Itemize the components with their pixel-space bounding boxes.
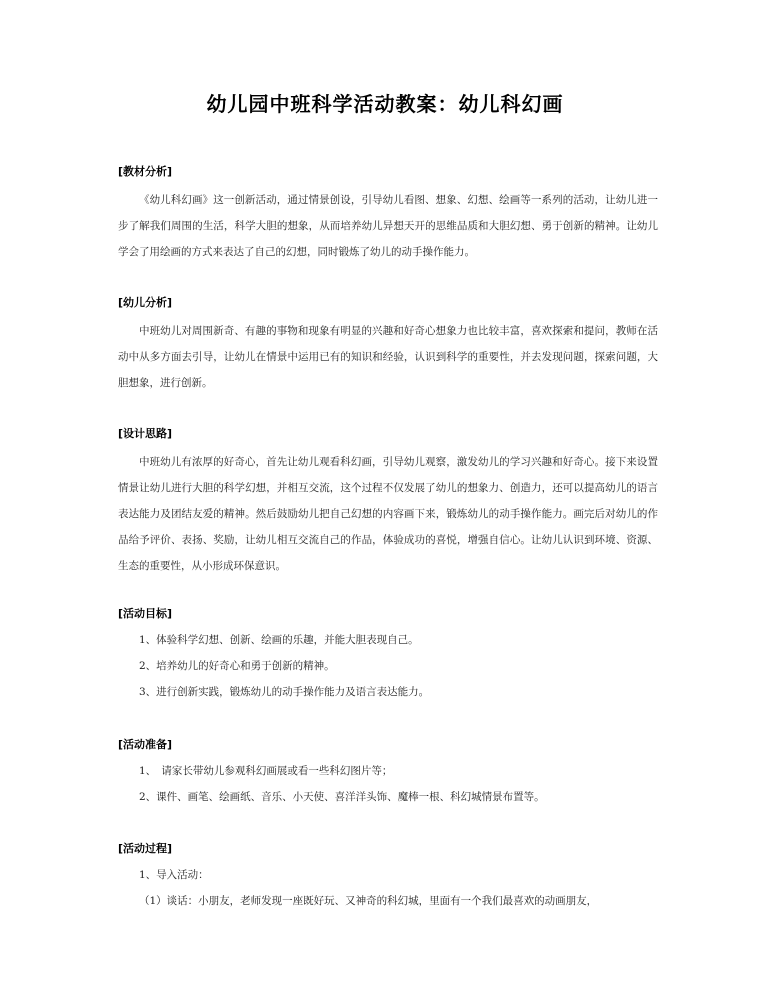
list-item: 1、导入活动： <box>139 869 209 881</box>
section-paragraph: 中班幼儿对周围新奇、有趣的事物和现象有明显的兴趣和好奇心想象力也比较丰富，喜欢探索和提问，教师在活动中从多方面去引导，让幼儿在情景中运用已有的知识和经验，认识到科学的重要性，并去发现问题，探索问题，大胆想象，进行创新。 <box>118 325 658 389</box>
page-title: 幼儿园中班科学活动教案：幼儿科幻画 <box>206 92 564 116</box>
list-item: 3、进行创新实践，锻炼幼儿的动手操作能力及语言表达能力。 <box>139 686 430 698</box>
section-paragraph: 《幼儿科幻画》这一创新活动，通过情景创设，引导幼儿看图、想象、幻想、绘画等一系列的活动，让幼儿进一步了解我们周围的生活，科学大胆的想象，从而培养幼儿异想天开的思维品质和大胆幻想、勇于创新的精神。让幼儿学会了用绘画的方式来表达了自己的幻想，同时锻炼了幼儿的动手操作能力。 <box>118 194 658 258</box>
process-list <box>118 862 658 914</box>
list-item: 1、体验科学幻想、创新、绘画的乐趣，并能大胆表现自己。 <box>139 634 419 646</box>
section-heading: [活动准备] <box>118 738 173 751</box>
section-heading: [活动目标] <box>118 607 173 620</box>
section-heading: [活动过程] <box>118 842 173 855</box>
section-activity-preparation <box>118 736 658 810</box>
section-activity-goals <box>118 605 658 705</box>
section-material-analysis <box>118 163 658 265</box>
section-paragraph: 中班幼儿有浓厚的好奇心，首先让幼儿观看科幻画，引导幼儿观察，激发幼儿的学习兴趣和好奇心。接下来设置情景让幼儿进行大胆的科学幻想，并相互交流，这个过程不仅发展了幼儿的想象力、创造力，还可以提高幼儿的语言表达能力及团结友爱的精神。然后鼓励幼儿把自己幻想的内容画下来，锻炼幼儿的动手操作能力。画完后对幼儿的作品给予评价、表扬、奖励，让幼儿相互交流自己的作品，体验成功的喜悦，增强自信心。让幼儿认识到环境、资源、生态的重要性，从小形成环保意识。 <box>118 456 658 572</box>
section-heading: [设计思路] <box>118 427 173 440</box>
section-design-approach <box>118 425 658 579</box>
list-item: 1、 请家长带幼儿参观科幻画展或看一些科幻图片等； <box>139 765 393 777</box>
goals-list <box>118 627 658 705</box>
list-item: （1）谈话：小朋友，老师发现一座既好玩、又神奇的科幻城，里面有一个我们最喜欢的动画朋友， <box>139 895 598 907</box>
section-child-analysis <box>118 294 658 396</box>
list-item: 2、课件、画笔、绘画纸、音乐、小天使、喜洋洋头饰、魔棒一根、科幻城情景布置等。 <box>139 791 545 803</box>
list-item: 2、培养幼儿的好奇心和勇于创新的精神。 <box>139 660 335 672</box>
section-activity-process <box>118 840 658 914</box>
section-heading: [幼儿分析] <box>118 296 173 309</box>
preparation-list <box>118 758 658 810</box>
section-heading: [教材分析] <box>118 165 173 178</box>
